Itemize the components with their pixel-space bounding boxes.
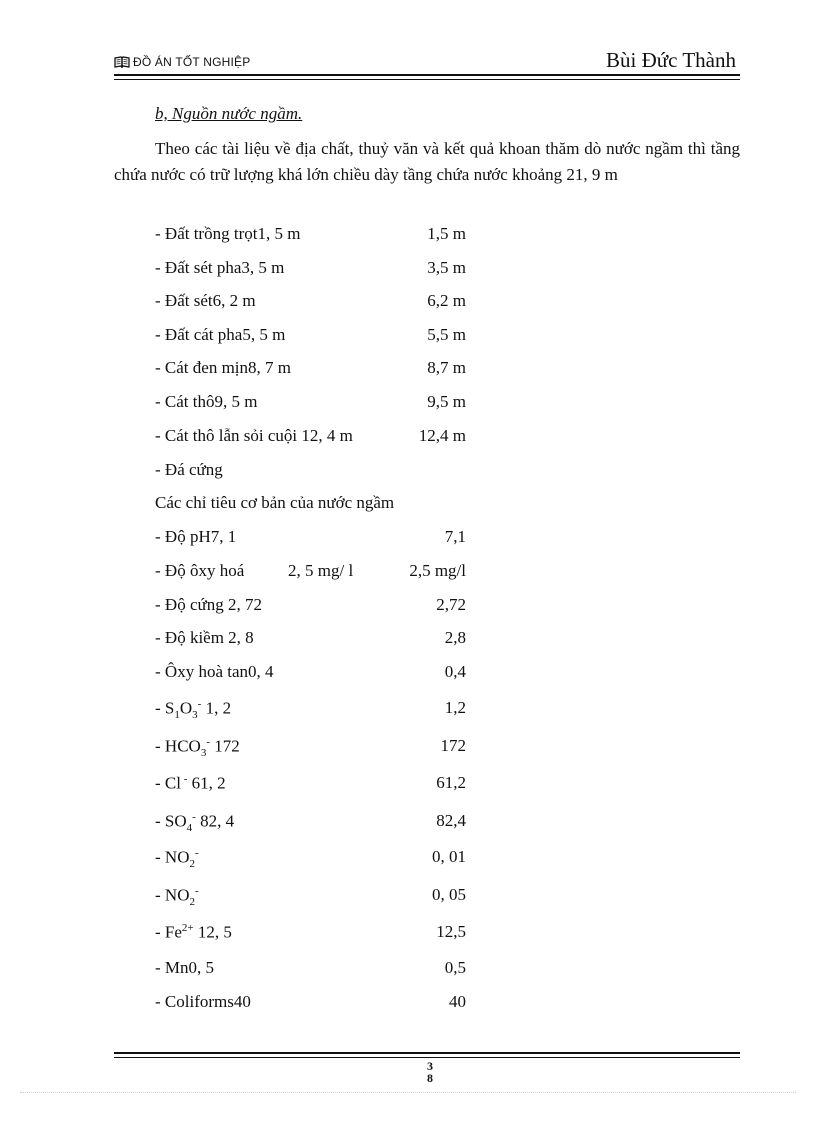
indicator-hco3-label: - $HCO_3^-$ 172 (155, 736, 240, 760)
layer-row-label: - Đá cứng (155, 460, 223, 479)
indicator-dissolved-oxy-value: 0,4 (444, 662, 466, 681)
page-number-digit: 8 (427, 1071, 433, 1085)
indicator-so4-label: - $SO_4^-$ 82, 4 (155, 811, 235, 835)
indicator-hardness-label: - Độ cứng 2, 72 (155, 595, 262, 614)
layer-row-label: - Cát thô9, 5 m (155, 392, 258, 411)
indicators-title: Các chỉ tiêu cơ bản của nước ngầm (155, 493, 395, 512)
indicator-fe-value: 12,5 (436, 922, 466, 941)
layer-row-label: - Cát đen mịn8, 7 m (155, 358, 291, 377)
indicator-dissolved-oxy-label: - Ôxy hoà tan0, 4 (155, 662, 274, 681)
page-number (420, 1060, 440, 1084)
layer-row-value: 6,2 m (427, 291, 466, 310)
page-edge-dotted-line (20, 1092, 796, 1093)
indicator-alkalinity-label: - Độ kiềm 2, 8 (155, 628, 254, 647)
indicator-ph-value: 7,1 (444, 527, 466, 546)
layer-row-label: - Đất sét6, 2 m (155, 291, 256, 310)
layer-row-label: - Đất cát pha5, 5 m (155, 325, 286, 344)
indicator-s1o3-label: - $S_1O_3^-$ 1, 2 (155, 698, 232, 722)
layer-row-value: 1,5 m (427, 224, 466, 243)
layer-row-label: - Cát thô lẫn sỏi cuội 12, 4 m (155, 426, 353, 445)
indicator-oxy-label: - Độ ôxy hoá (155, 561, 245, 580)
layer-row-value: 8,7 m (427, 358, 466, 377)
indicator-hco3-value: 172 (440, 736, 466, 755)
indicator-s1o3-value: 1,2 (444, 698, 466, 717)
indicator-coliforms-value: 40 (449, 992, 466, 1011)
indicator-cl-value: 61,2 (436, 773, 466, 792)
indicator-coliforms-label: - Coliforms40 (155, 992, 251, 1011)
indicator-no2-b-value: 0, 05 (432, 885, 466, 904)
indicator-oxy-value: 2,5 mg/l (409, 561, 466, 580)
page-number-digit: 3 (427, 1059, 433, 1073)
header-divider (114, 74, 740, 80)
layer-row-value: 12,4 m (418, 426, 466, 445)
document-header-author: Bùi Đức Thành (606, 48, 736, 72)
indicator-fe-label: - $Fe^{2+}$ 12, 5 (155, 922, 232, 942)
layer-row-value: 9,5 m (427, 392, 466, 411)
indicator-cl-label: - Cl - 61, 2 (155, 773, 226, 793)
section-subheading: b, Nguồn nước ngầm. (155, 104, 303, 123)
book-icon (114, 56, 130, 71)
indicator-so4-value: 82,4 (436, 811, 466, 830)
indicator-hardness-value: 2,72 (436, 595, 466, 614)
indicator-alkalinity-value: 2,8 (444, 628, 466, 647)
indicator-no2-a-value: 0, 01 (432, 847, 466, 866)
layer-row-value: 5,5 m (427, 325, 466, 344)
indicator-no2-b-label: - $NO_2^-$ (155, 885, 199, 909)
indicator-ph-label: - Độ pH7, 1 (155, 527, 237, 546)
layer-row-value: 3,5 m (427, 258, 466, 277)
document-header-title (114, 55, 250, 71)
indicator-oxy-mid: 2, 5 mg/ l (288, 561, 354, 580)
footer-divider (114, 1052, 740, 1058)
indicator-mn-label: - Mn0, 5 (155, 958, 215, 977)
indicator-mn-value: 0,5 (444, 958, 466, 977)
section-paragraph: Theo các tài liệu về địa chất, thuỷ văn và kết quả khoan thăm dò nước ngầm thì tầng chứa nước có trữ lượng khá lớn chiều dày tầng chứa nước khoảng 21, 9 m (114, 139, 740, 184)
header-title-text: ĐỒ ÁN TỐT NGHIỆP (133, 55, 251, 69)
layer-row-label: - Đất sét pha3, 5 m (155, 258, 285, 277)
layer-row-label: - Đất trồng trọt1, 5 m (155, 224, 301, 243)
indicator-no2-a-label: - $NO_2^-$ (155, 847, 199, 871)
